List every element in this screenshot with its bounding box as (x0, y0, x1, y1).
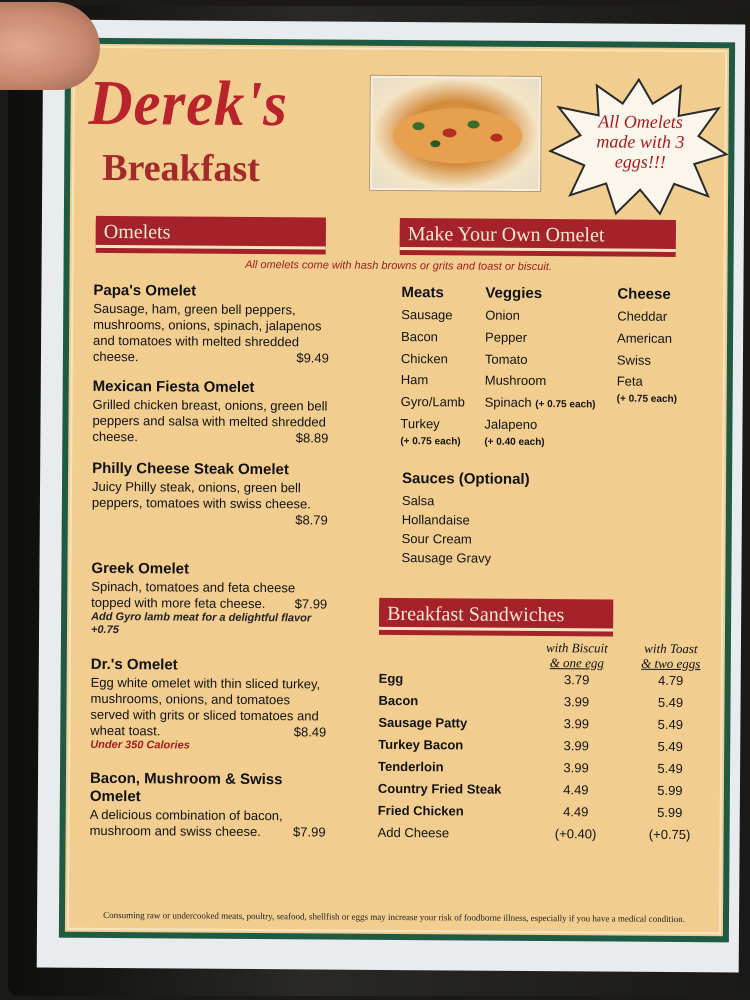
list-item: Pepper (485, 329, 528, 345)
list-item: Ham (400, 372, 429, 388)
list-item: Feta (616, 373, 643, 390)
menu-page (59, 38, 735, 943)
item-name: Greek Omelet (91, 559, 190, 578)
menu-item (91, 560, 328, 639)
item-price: $7.99 (293, 824, 326, 840)
jalapeno-surcharge: (+ 0.40 each) (484, 436, 545, 448)
biscuit-column-header: with Biscuit & one egg (545, 640, 608, 671)
calorie-note: Under 350 Calories (90, 738, 190, 752)
menu-item (92, 460, 328, 529)
item-name: Dr.'s Omelet (90, 655, 178, 674)
table-row: Egg 3.79 4.79 (378, 670, 684, 689)
food-safety-disclaimer: Consuming raw or undercooked meats, poultry, seafood, shellfish or eggs may increase your risk of foodborne illness, especially if you have a medical condition. (103, 909, 685, 925)
menu-item (90, 770, 326, 841)
table-row: Fried Chicken 4.49 5.99 (377, 802, 683, 821)
menu-section-title: Breakfast (102, 146, 261, 191)
veggies-list (484, 305, 596, 451)
list-item: Salsa (401, 493, 435, 509)
meats-heading: Meats (401, 284, 444, 302)
list-item: Swiss (616, 352, 651, 368)
sauces-heading: Sauces (Optional) (402, 470, 530, 488)
item-price: $8.79 (295, 512, 328, 528)
list-item: Sausage (401, 307, 453, 323)
sandwiches-table (377, 640, 715, 843)
table-row: Tenderloin 3.99 5.49 (378, 758, 683, 777)
item-desc: Egg white omelet with thin sliced turkey, mushrooms, onions, and tomatoes served with grits or sliced tomatoes and wheat toast. $8.49 (90, 674, 327, 740)
item-desc: Grilled chicken breast, onions, green bell peppers and salsa with melted shredded cheese. $8.89 (92, 396, 329, 446)
item-price: $8.49 (293, 724, 327, 740)
table-row: Add Cheese (+0.40) (+0.75) (377, 824, 691, 843)
menu-item (92, 378, 328, 447)
list-item: Mushroom (484, 373, 547, 389)
item-name: Bacon, Mushroom & Swiss Omelet (89, 769, 283, 806)
item-name: Papa's Omelet (93, 281, 197, 300)
meats-list (400, 304, 465, 449)
item-name: Mexican Fiesta Omelet (92, 377, 255, 397)
table-row: Bacon 3.99 5.49 (378, 692, 684, 711)
list-item: Bacon (401, 328, 438, 345)
list-item: Sour Cream (401, 531, 472, 547)
make-your-own-banner: Make Your Own Omelet (400, 218, 676, 252)
cheese-heading: Cheese (617, 285, 671, 303)
list-item: Onion (485, 307, 520, 323)
item-price: $7.99 (294, 596, 328, 612)
omelets-banner: Omelets (96, 216, 326, 250)
cheese-list (617, 306, 678, 408)
list-item: Sausage Gravy (401, 550, 492, 566)
list-item: Spinach (+ 0.75 each) (484, 394, 596, 411)
list-item: American (617, 330, 673, 346)
list-item: Cheddar (617, 308, 668, 324)
list-item: Hollandaise (401, 512, 470, 528)
veggies-heading: Veggies (485, 284, 543, 303)
sauces-list (401, 491, 491, 568)
cheese-surcharge: (+ 0.75 each) (616, 393, 677, 406)
starburst-text: All Omelets made with 3 eggs!!! (596, 111, 685, 172)
omelet-photo (370, 76, 541, 191)
sandwiches-banner: Breakfast Sandwiches (379, 598, 613, 632)
thumb (0, 2, 100, 90)
list-item: Gyro/Lamb (400, 394, 465, 410)
list-item: Jalapeno (484, 416, 538, 432)
item-name: Philly Cheese Steak Omelet (92, 459, 289, 479)
item-desc: A delicious combination of bacon, mushroom and swiss cheese. $7.99 (89, 806, 326, 840)
restaurant-logo: Derek's (88, 66, 289, 140)
item-price: $9.49 (296, 350, 329, 366)
item-desc: Spinach, tomatoes and feta cheese topped with more feta cheese. $7.99 (91, 578, 328, 612)
menu-item (93, 282, 330, 367)
table-row: Sausage Patty 3.99 5.49 (378, 714, 684, 733)
toast-column-header: with Toast & two eggs (641, 640, 701, 672)
list-item: Turkey (400, 416, 440, 432)
item-addon-note: Add Gyro lamb meat for a delightful flavor +0.75 (90, 610, 312, 637)
menu-item (90, 656, 327, 753)
omelets-note: All omelets come with hash browns or grits and toast or biscuit. (245, 258, 553, 274)
meats-surcharge: (+ 0.75 each) (400, 435, 461, 448)
list-item: Chicken (400, 350, 448, 366)
spinach-surcharge: (+ 0.75 each) (535, 399, 596, 411)
item-desc: Juicy Philly steak, onions, green bell peppers, tomatoes with swiss cheese. $8.79 (91, 478, 328, 528)
table-row: Country Fried Steak 4.49 5.99 (377, 780, 683, 799)
item-price: $8.89 (295, 430, 329, 446)
item-desc: Sausage, ham, green bell peppers, mushrooms, onions, spinach, jalapenos and tomatoes with melted shredded cheese. $9.49 (92, 300, 329, 366)
list-item: Tomato (484, 351, 528, 367)
table-row: Turkey Bacon 3.99 5.49 (378, 736, 683, 755)
